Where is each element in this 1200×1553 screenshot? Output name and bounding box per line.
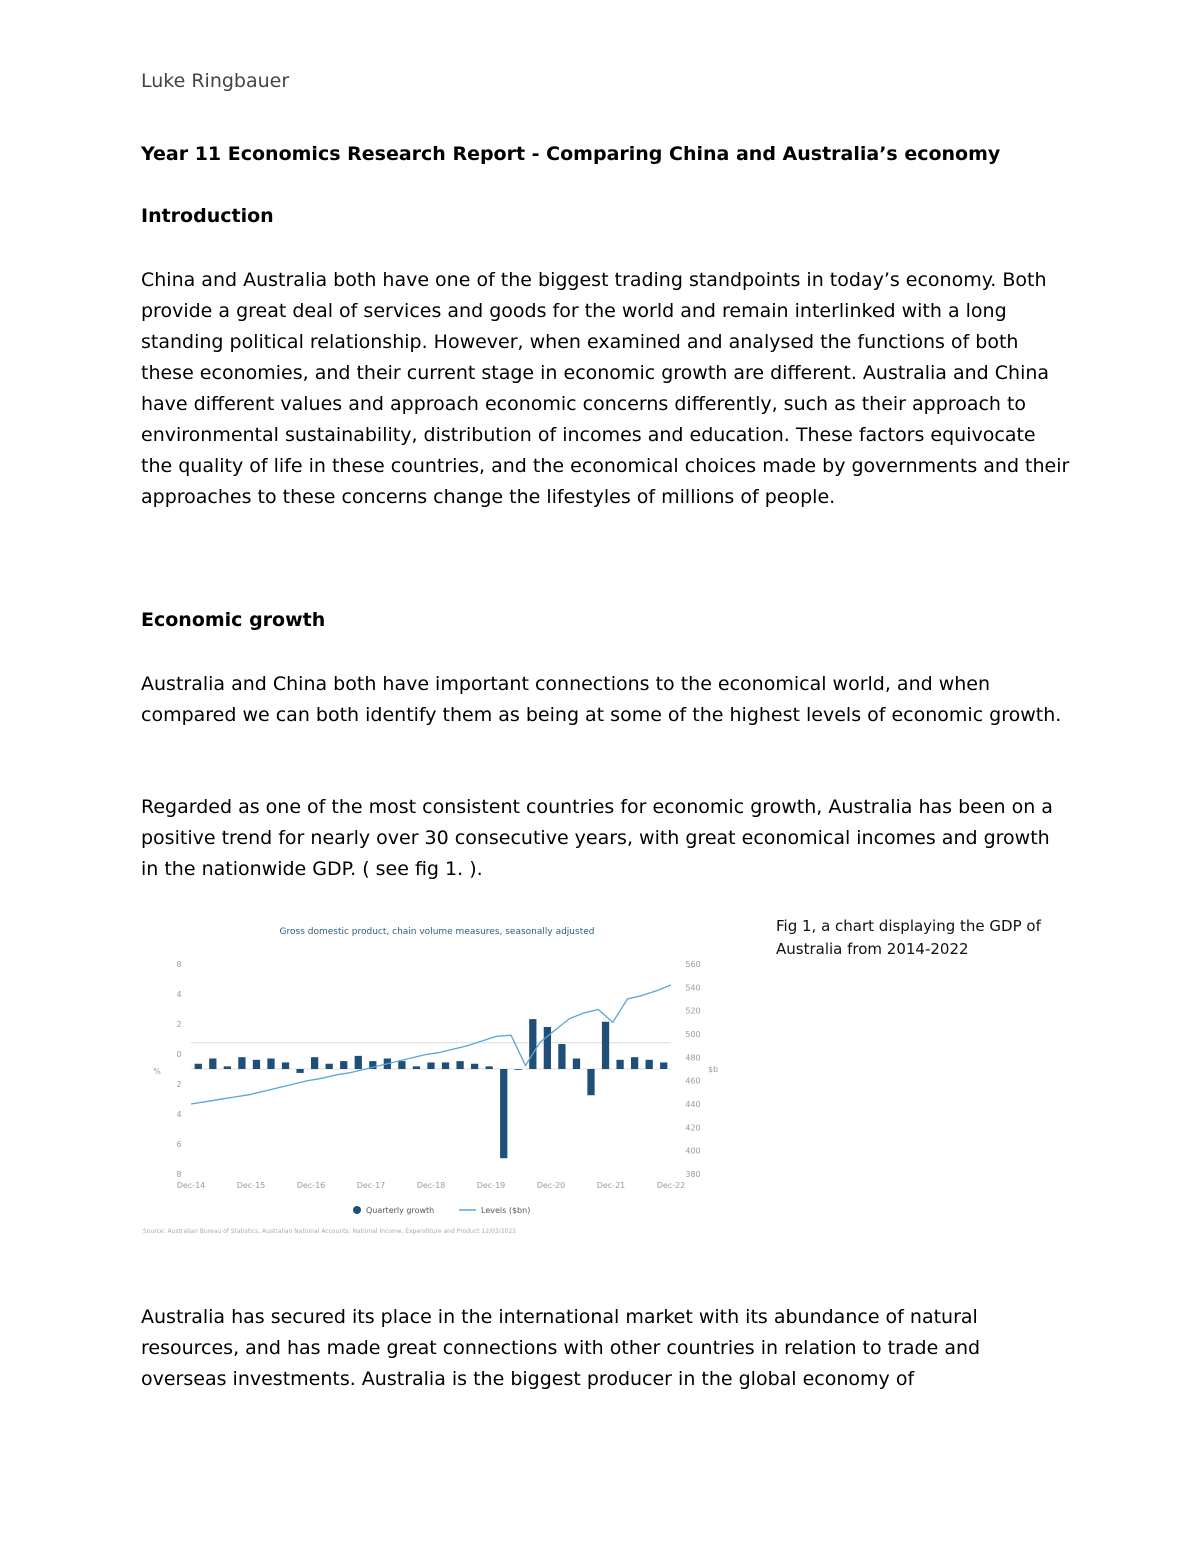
bar-8 xyxy=(311,1057,318,1069)
y-tick-4: 2 xyxy=(176,1080,182,1089)
legend-label-quarterly-growth: Quarterly growth xyxy=(366,1206,435,1215)
y2-tick-4: 480 xyxy=(685,1053,701,1063)
bar-31 xyxy=(646,1060,653,1069)
legend-label-levels: Levels ($bn) xyxy=(481,1206,531,1215)
bar-10 xyxy=(340,1061,347,1069)
x-tick-4: Dec-18 xyxy=(416,1181,446,1190)
x-tick-0: Dec-14 xyxy=(176,1181,206,1190)
bar-21 xyxy=(500,1069,507,1158)
bar-26 xyxy=(573,1059,580,1070)
bar-25 xyxy=(558,1044,565,1069)
bar-4 xyxy=(253,1060,260,1069)
author-name: Luke Ringbauer xyxy=(141,70,290,92)
bar-15 xyxy=(413,1066,420,1069)
document-title: Year 11 Economics Research Report - Comparing China and Australia’s economy xyxy=(141,143,1001,165)
bar-18 xyxy=(456,1061,463,1069)
y-tick-7: 8 xyxy=(176,1170,182,1179)
x-tick-3: Dec-17 xyxy=(356,1181,386,1190)
figure-1-caption: Fig 1, a chart displaying the GDP of Australia from 2014-2022 xyxy=(776,917,1041,958)
bar-20 xyxy=(486,1066,493,1069)
bar-14 xyxy=(398,1061,405,1069)
bar-2 xyxy=(224,1066,231,1069)
figure-1 xyxy=(141,912,721,1242)
y-tick-6: 6 xyxy=(176,1140,182,1149)
y2-tick-5: 460 xyxy=(685,1076,701,1086)
bar-30 xyxy=(631,1057,638,1069)
x-tick-5: Dec-19 xyxy=(476,1181,506,1190)
y-tick-0: 8 xyxy=(176,960,182,969)
y2-tick-7: 420 xyxy=(685,1123,701,1133)
y2-tick-0: 560 xyxy=(685,960,701,969)
bar-1 xyxy=(209,1059,216,1070)
y2-tick-9: 380 xyxy=(685,1170,701,1179)
bar-19 xyxy=(471,1064,478,1069)
gdp-chart xyxy=(141,912,721,1242)
y2-tick-3: 500 xyxy=(685,1030,701,1039)
bar-28 xyxy=(602,1022,609,1069)
bar-16 xyxy=(427,1062,434,1069)
y-tick-5: 4 xyxy=(176,1110,182,1119)
y2-tick-8: 400 xyxy=(685,1146,701,1156)
introduction-paragraph: China and Australia both have one of the biggest trading standpoints in today’s economy. Both provide a great deal of services and goods for the world and remain interlinked with a long standing political relationship. However, when examined and analysed the functions of both these economies, and their current stage in economic growth are different. Australia and China have different values and approach economic concerns differently, such as their approach to environmental sustainability, distribution of incomes and education. These factors equivocate the quality of life in these countries, and the economical choices made by governments and their approaches to these concerns change the lifestyles of millions of people. xyxy=(141,269,1070,508)
section-heading-introduction: Introduction xyxy=(141,205,274,227)
bar-24 xyxy=(544,1027,551,1069)
bar-3 xyxy=(238,1057,245,1069)
bar-32 xyxy=(660,1062,667,1069)
bar-17 xyxy=(442,1062,449,1069)
x-tick-2: Dec-16 xyxy=(296,1181,326,1190)
y-tick-3: 0 xyxy=(176,1050,182,1059)
chart-source-note: Source: Australian Bureau of Statistics, Australian National Accounts: National Income, Expenditure and Product 12/03/2023 xyxy=(143,1228,516,1235)
bar-23 xyxy=(529,1019,536,1069)
y2-tick-1: 540 xyxy=(685,983,701,993)
economic-growth-paragraph-1: Australia and China both have important connections to the economical world, and when compared we can both identify them as being at some of the highest levels of economic growth. xyxy=(141,673,1062,726)
y-tick-2: 2 xyxy=(176,1020,182,1029)
bar-7 xyxy=(296,1069,303,1073)
y-tick-1: 4 xyxy=(176,990,182,999)
x-tick-8: Dec-22 xyxy=(656,1181,686,1190)
economic-growth-paragraph-3: Australia has secured its place in the international market with its abundance of natural resources, and has made great connections with other countries in relation to trade and overseas investments. Australia is the biggest producer in the global economy of xyxy=(141,1306,981,1390)
x-tick-7: Dec-21 xyxy=(596,1181,626,1190)
chart-legend xyxy=(353,1206,530,1215)
y2-tick-2: 520 xyxy=(685,1006,701,1016)
y2-tick-6: 440 xyxy=(685,1100,701,1109)
section-heading-economic-growth: Economic growth xyxy=(141,609,326,631)
bar-29 xyxy=(616,1060,623,1069)
bar-9 xyxy=(326,1064,333,1069)
x-tick-6: Dec-20 xyxy=(536,1181,566,1190)
x-tick-1: Dec-15 xyxy=(236,1181,266,1190)
legend-swatch-bar xyxy=(353,1206,361,1214)
bar-0 xyxy=(195,1064,202,1069)
economic-growth-paragraph-2: Regarded as one of the most consistent countries for economic growth, Australia has been on a positive trend for nearly over 30 consecutive years, with great economical incomes and growth in the nationwide GDP. ( see fig 1. ). xyxy=(141,796,1053,880)
y-axis-label: % xyxy=(153,1067,161,1076)
bar-6 xyxy=(282,1062,289,1069)
bar-27 xyxy=(587,1069,594,1095)
chart-title: Gross domestic product, chain volume measures, seasonally adjusted xyxy=(279,927,595,937)
bar-11 xyxy=(355,1056,362,1069)
levels-line xyxy=(191,985,671,1104)
y2-axis-label: $b xyxy=(707,1065,719,1074)
bar-5 xyxy=(267,1059,274,1070)
bar-22 xyxy=(515,1069,522,1070)
